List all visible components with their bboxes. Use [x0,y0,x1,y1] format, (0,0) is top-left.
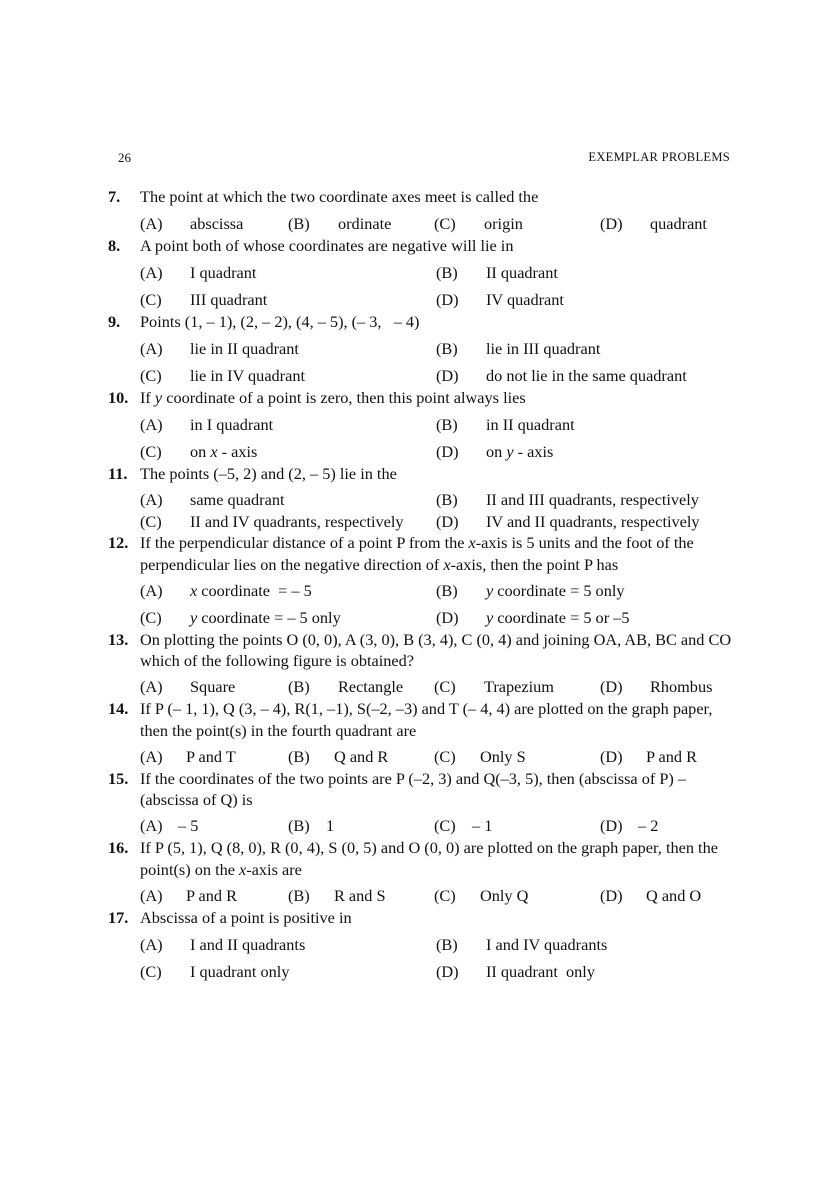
running-header: EXEMPLAR PROBLEMS [588,150,730,164]
question-stem: If P (5, 1), Q (8, 0), R (0, 4), S (0, 5) and O (0, 0) are plotted on the graph paper, then the point(s) on the x-axis are [140,838,718,879]
option-text: 1 [326,816,335,835]
question-number: 11. [108,464,128,483]
option-label: (A) [140,490,163,509]
option-label: (C) [434,677,456,696]
option-text: IV quadrant [486,290,564,309]
option-b [436,580,765,602]
option-text: ordinate [338,214,392,233]
option-d [436,289,765,311]
option-label: (C) [434,746,456,766]
option-b [288,746,434,768]
question-13 [108,629,733,699]
question-number: 14. [108,699,129,718]
option-label: (C) [140,290,162,309]
options [140,414,733,463]
option-label: (A) [140,263,163,282]
option-label: (D) [436,961,459,981]
question-7 [108,186,733,235]
question-stem: Abscissa of a point is positive in [140,907,352,927]
question-11 [108,463,733,532]
option-label: (C) [140,607,162,627]
option-text: III quadrant [190,290,268,309]
question-list [108,186,733,983]
options [140,580,733,629]
option-label: (D) [436,512,459,531]
question-stem: Points (1, – 1), (2, – 2), (4, – 5), (– 3, – 4) [140,312,420,331]
option-label: (D) [436,290,459,309]
option-label: (C) [140,961,162,981]
option-c [434,746,600,768]
question-number: 16. [108,838,129,857]
option-label: (B) [288,885,310,905]
question-stem: If P (– 1, 1), Q (3, – 4), R(1, –1), S(–2, –3) and T (– 4, 4) are plotted on the graph paper, then the point(s) in the fourth quadrant are [140,699,713,740]
option-label: (D) [436,366,459,385]
option-text: I and II quadrants [190,934,306,954]
option-text: abscissa [190,214,244,233]
question-stem: A point both of whose coordinates are negative will lie in [140,236,514,255]
option-text: – 2 [638,816,659,835]
option-a [140,676,288,698]
option-label: (A) [140,677,163,696]
option-label: (D) [600,746,623,766]
option-label: (B) [288,746,310,766]
option-a [140,580,436,602]
option-d [436,441,765,463]
option-c [140,289,436,311]
option-d [600,815,765,837]
option-d [600,676,765,698]
option-label: (C) [434,885,456,905]
option-b [288,885,434,907]
option-label: (B) [436,490,458,509]
option-text: Only Q [480,885,529,905]
option-b [436,262,765,284]
option-a [140,815,288,837]
option-text: on y - axis [486,442,554,461]
option-label: (A) [140,415,163,434]
question-12 [108,532,733,629]
option-d [436,607,765,629]
option-label: (A) [140,885,163,905]
option-text: I quadrant [190,263,257,282]
question-number: 13. [108,629,129,649]
option-a [140,746,288,768]
question-stem: The points (–5, 2) and (2, – 5) lie in the [140,464,397,483]
option-text: x coordinate = – 5 [190,580,312,600]
option-d [436,961,765,983]
option-label: (D) [436,607,459,627]
option-label: (B) [288,214,310,233]
options [140,885,733,907]
options [140,934,733,983]
option-a [140,490,436,510]
option-label: (A) [140,816,163,835]
option-label: (A) [140,214,163,233]
question-14 [108,698,733,768]
option-text: P and T [186,746,236,766]
option-c [434,885,600,907]
option-c [140,441,436,463]
option-b [436,338,765,360]
options [140,262,733,311]
option-c [434,213,600,235]
option-label: (B) [436,263,458,282]
option-a [140,414,436,436]
option-label: (D) [600,885,623,905]
option-a [140,262,436,284]
options [140,338,733,387]
option-c [434,815,600,837]
options [140,815,733,837]
option-text: do not lie in the same quadrant [486,366,687,385]
question-stem: If the coordinates of the two points are P (–2, 3) and Q(–3, 5), then (abscissa of P) – (abscissa of Q) is [140,768,687,809]
option-b [288,676,434,698]
question-8 [108,235,733,311]
option-text: Rectangle [338,677,404,696]
option-label: (B) [436,580,458,600]
option-text: in II quadrant [486,415,575,434]
option-text: same quadrant [190,490,285,509]
option-label: (D) [436,442,459,461]
option-text: II quadrant only [486,961,595,981]
options [140,676,733,698]
option-label: (A) [140,580,163,600]
question-number: 12. [108,533,129,552]
option-c [140,961,436,983]
option-b [288,213,434,235]
options [140,213,733,235]
option-c [140,607,436,629]
option-text: Only S [480,746,526,766]
option-b [436,490,765,510]
option-text: Square [190,677,236,696]
option-text: II quadrant [486,263,558,282]
option-text: – 5 [178,816,199,835]
page-number: 26 [118,150,131,165]
options [140,746,733,768]
option-text: Trapezium [484,677,554,696]
option-text: y coordinate = 5 or –5 [486,607,630,627]
options [140,490,733,532]
option-label: (B) [436,339,458,358]
option-d [436,365,765,387]
option-label: (D) [600,214,623,233]
option-text: II and III quadrants, respectively [486,490,699,509]
option-label: (B) [436,415,458,434]
question-10 [108,387,733,463]
option-a [140,885,288,907]
option-c [140,512,436,532]
option-a [140,338,436,360]
option-label: (C) [140,366,162,385]
question-number: 9. [108,312,121,331]
option-label: (D) [600,677,623,696]
option-label: (A) [140,934,163,954]
question-number: 15. [108,768,129,788]
option-d [600,746,765,768]
option-text: quadrant [650,214,707,233]
option-label: (C) [434,214,456,233]
option-text: R and S [334,885,386,905]
option-a [140,213,288,235]
option-text: P and R [186,885,237,905]
question-stem: If y coordinate of a point is zero, then this point always lies [140,388,526,407]
question-16 [108,837,733,907]
option-label: (C) [140,512,162,531]
option-a [140,934,436,956]
option-b [436,414,765,436]
option-text: Rhombus [650,677,713,696]
option-label: (D) [600,816,623,835]
option-b [436,934,765,956]
option-d [600,213,765,235]
option-text: y coordinate = – 5 only [190,607,341,627]
question-stem: If the perpendicular distance of a point P from the x-axis is 5 units and the foot of the perpendicular lies on the negative direction of x-axis, then the point P has [140,533,694,574]
option-text: Q and O [646,885,702,905]
question-number: 7. [108,187,121,206]
option-text: IV and II quadrants, respectively [486,512,700,531]
option-text: Q and R [334,746,389,766]
option-text: P and R [646,746,697,766]
question-9 [108,311,733,387]
option-text: I and IV quadrants [486,934,608,954]
option-c [434,676,600,698]
option-label: (B) [436,934,458,954]
option-text: y coordinate = 5 only [486,580,625,600]
option-text: in I quadrant [190,415,274,434]
option-text: lie in III quadrant [486,339,601,358]
question-stem: The point at which the two coordinate axes meet is called the [140,187,539,206]
option-label: (A) [140,339,163,358]
question-15 [108,768,733,838]
option-text: on x - axis [190,442,258,461]
option-d [600,885,765,907]
option-label: (B) [288,677,310,696]
option-text: lie in IV quadrant [190,366,305,385]
option-label: (A) [140,746,163,766]
option-d [436,512,765,532]
option-label: (C) [140,442,162,461]
option-b [288,815,434,837]
question-stem: On plotting the points O (0, 0), A (3, 0), B (3, 4), C (0, 4) and joining OA, AB, BC and CO which of the following figure is obtained? [140,629,732,670]
question-number: 8. [108,236,121,255]
question-number: 10. [108,388,129,407]
question-17 [108,907,733,983]
question-number: 17. [108,907,129,927]
option-label: (B) [288,816,310,835]
option-label: (C) [434,816,456,835]
option-text: – 1 [472,816,493,835]
option-text: II and IV quadrants, respectively [190,512,404,531]
option-text: lie in II quadrant [190,339,299,358]
option-c [140,365,436,387]
option-text: I quadrant only [190,961,290,981]
option-text: origin [484,214,523,233]
